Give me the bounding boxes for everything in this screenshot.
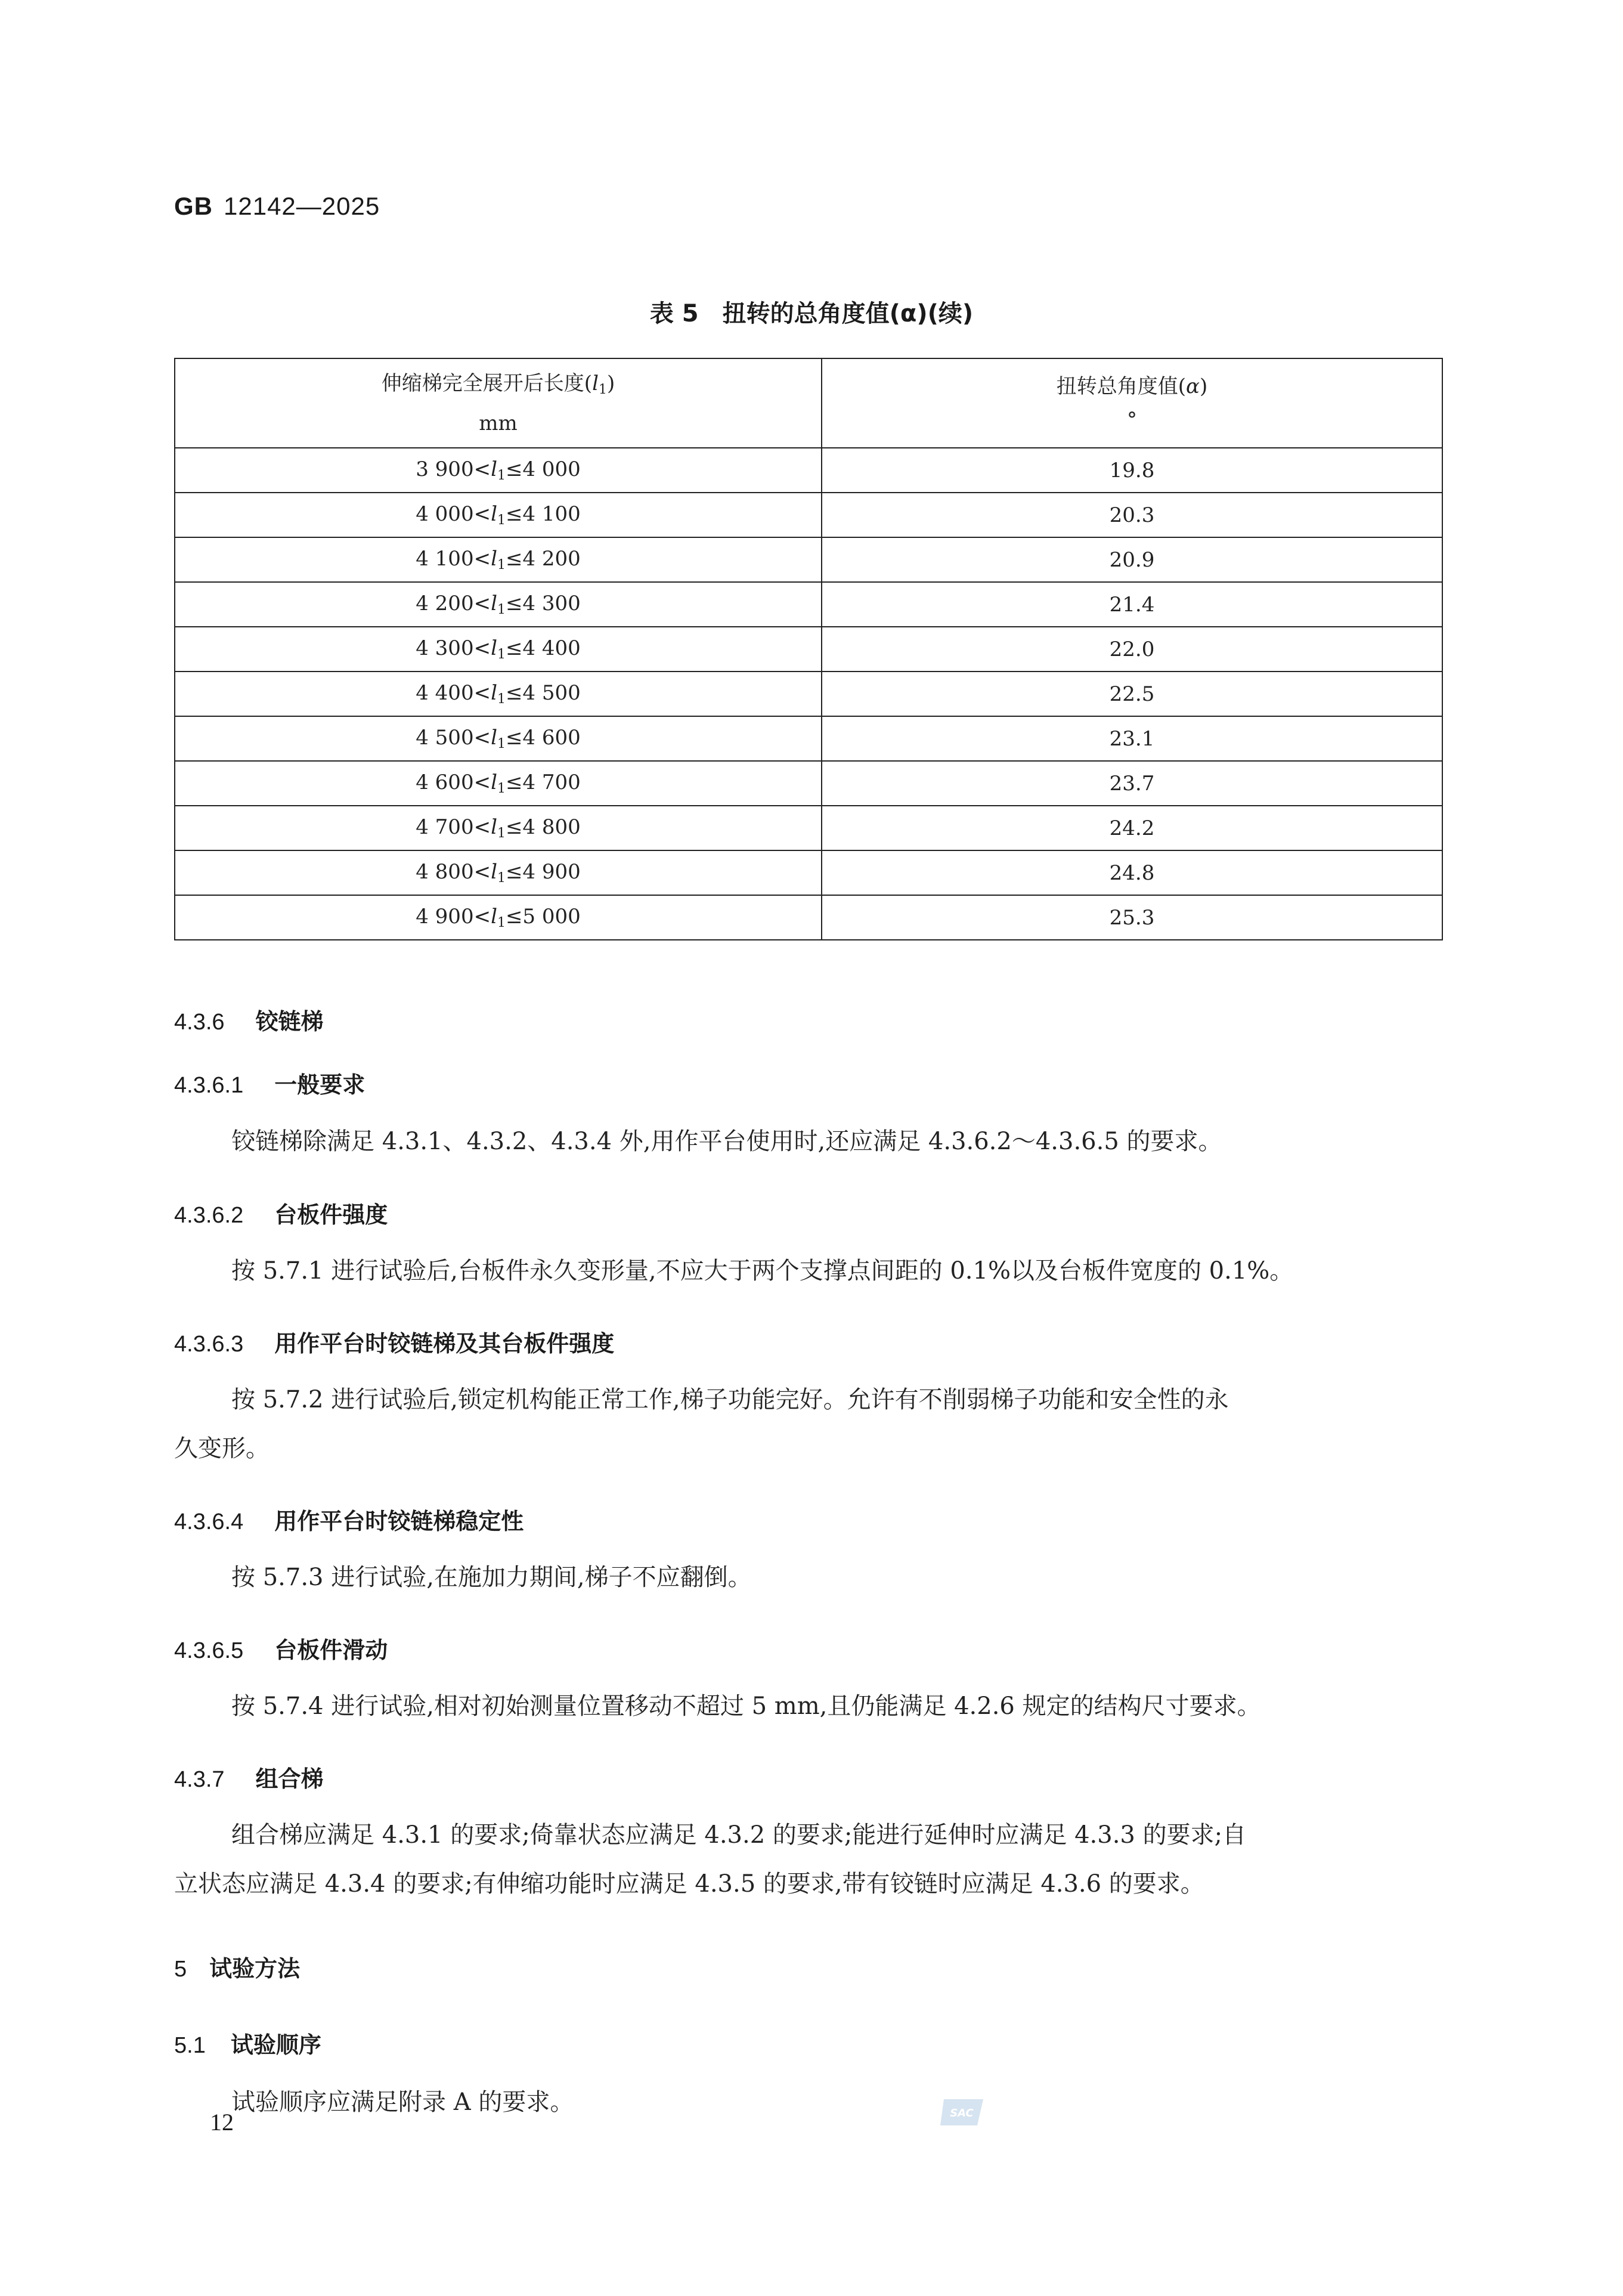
paragraph-4-3-7-line2: 立状态应满足 4.3.4 的要求;有伸缩功能时应满足 4.3.5 的要求,带有铰链时应满足 4.3.6 的要求。 (174, 1870, 1204, 1898)
paragraph-4-3-6-2: 按 5.7.1 进行试验后,台板件永久变形量,不应大于两个支撑点间距的 0.1%以及台板件宽度的 0.1%。 (231, 1257, 1294, 1285)
length-range-cell: 4 $600<l_1\le 4$ 700 (175, 761, 822, 806)
paragraph-4-3-6-5: 按 5.7.4 进行试验,相对初始测量位置移动不超过 5 mm,且仍能满足 4.2.6 规定的结构尺寸要求。 (231, 1692, 1261, 1720)
col-header-angle: 扭转总角度值(α) ° (822, 358, 1442, 448)
length-range-cell: 4 $000<l_1\le 4$ 100 (175, 493, 822, 537)
length-range-cell: 4 $400<l_1\le 4$ 500 (175, 672, 822, 716)
table-header-row (175, 358, 1442, 448)
heading-4-3-7: 4.3.7 组合梯 (174, 1766, 324, 1792)
angle-value-cell: 20.3 (822, 493, 1442, 537)
col-unit-degree: ° (1127, 408, 1137, 432)
col-unit-mm: mm (479, 411, 518, 435)
heading-4-3-6-3: 4.3.6.3 用作平台时铰链梯及其台板件强度 (174, 1330, 615, 1357)
angle-value-cell: 25.3 (822, 895, 1442, 940)
paragraph-4-3-7-line1: 组合梯应满足 4.3.1 的要求;倚靠状态应满足 4.3.2 的要求;能进行延伸时应满足 4.3.3 的要求;自 (231, 1821, 1247, 1849)
length-range-cell: 4 $800<l_1\le 4$ 900 (175, 850, 822, 895)
angle-value-cell: 22.0 (822, 627, 1442, 672)
heading-4-3-6: 4.3.6 铰链梯 (174, 1008, 324, 1035)
svg-text:SAC: SAC (950, 2107, 974, 2119)
angle-value-cell: 24.8 (822, 850, 1442, 895)
angle-value-cell: 23.1 (822, 716, 1442, 761)
length-range-cell: 4 $100<l_1\le 4$ 200 (175, 537, 822, 582)
standard-code: GB 12142—2025 (174, 192, 380, 220)
table-row (175, 537, 1442, 582)
table-row (175, 448, 1442, 493)
table-row (175, 761, 1442, 806)
table-row (175, 672, 1442, 716)
table-title: 表 5 扭转的总角度值(α)(续) (649, 300, 974, 327)
heading-4-3-6-4: 4.3.6.4 用作平台时铰链梯稳定性 (174, 1508, 524, 1534)
paragraph-4-3-6-3-line1: 按 5.7.2 进行试验后,锁定机构能正常工作,梯子功能完好。允许有不削弱梯子功能和安全性的永 (231, 1386, 1229, 1413)
length-range-cell: 4 $300<l_1\le 4$ 400 (175, 627, 822, 672)
angle-value-cell: 19.8 (822, 448, 1442, 493)
heading-5-1: 5.1 试验顺序 (174, 2032, 321, 2058)
col-header-length: 伸缩梯完全展开后长度$(l_1)$ mm (175, 358, 822, 448)
paragraph-4-3-6-4: 按 5.7.3 进行试验,在施加力期间,梯子不应翻倒。 (231, 1564, 752, 1591)
table-row (175, 493, 1442, 537)
table-row (175, 716, 1442, 761)
paragraph-4-3-6-1: 铰链梯除满足 4.3.1、4.3.2、4.3.4 外,用作平台使用时,还应满足 4.3.6.2～4.3.6.5 的要求。 (231, 1128, 1222, 1155)
table-row (175, 627, 1442, 672)
angle-value-cell: 23.7 (822, 761, 1442, 806)
table-row (175, 895, 1442, 940)
heading-4-3-6-2: 4.3.6.2 台板件强度 (174, 1202, 388, 1228)
table-row (175, 582, 1442, 627)
heading-4-3-6-5: 4.3.6.5 台板件滑动 (174, 1637, 388, 1663)
heading-5: 5 试验方法 (174, 1955, 301, 1982)
length-range-cell: 4 $200<l_1\le 4$ 300 (175, 582, 822, 627)
page-number: 12 (210, 2109, 234, 2136)
table-row (175, 806, 1442, 850)
sac-logo-icon (939, 2097, 986, 2128)
angle-value-cell: 20.9 (822, 537, 1442, 582)
table-row (175, 850, 1442, 895)
heading-4-3-6-1: 4.3.6.1 一般要求 (174, 1072, 366, 1098)
angle-value-cell: 21.4 (822, 582, 1442, 627)
length-range-cell: 4 $500<l_1\le 4$ 600 (175, 716, 822, 761)
torsion-angle-table (174, 358, 1443, 940)
angle-value-cell: 22.5 (822, 672, 1442, 716)
length-range-cell: 4 $900<l_1\le 5$ 000 (175, 895, 822, 940)
length-range-cell: 4 $700<l_1\le 4$ 800 (175, 806, 822, 850)
paragraph-4-3-6-3-line2: 久变形。 (174, 1435, 270, 1462)
length-range-cell: 3 $900<l_1\le 4$ 000 (175, 448, 822, 493)
angle-value-cell: 24.2 (822, 806, 1442, 850)
paragraph-5-1: 试验顺序应满足附录 A 的要求。 (231, 2088, 574, 2116)
